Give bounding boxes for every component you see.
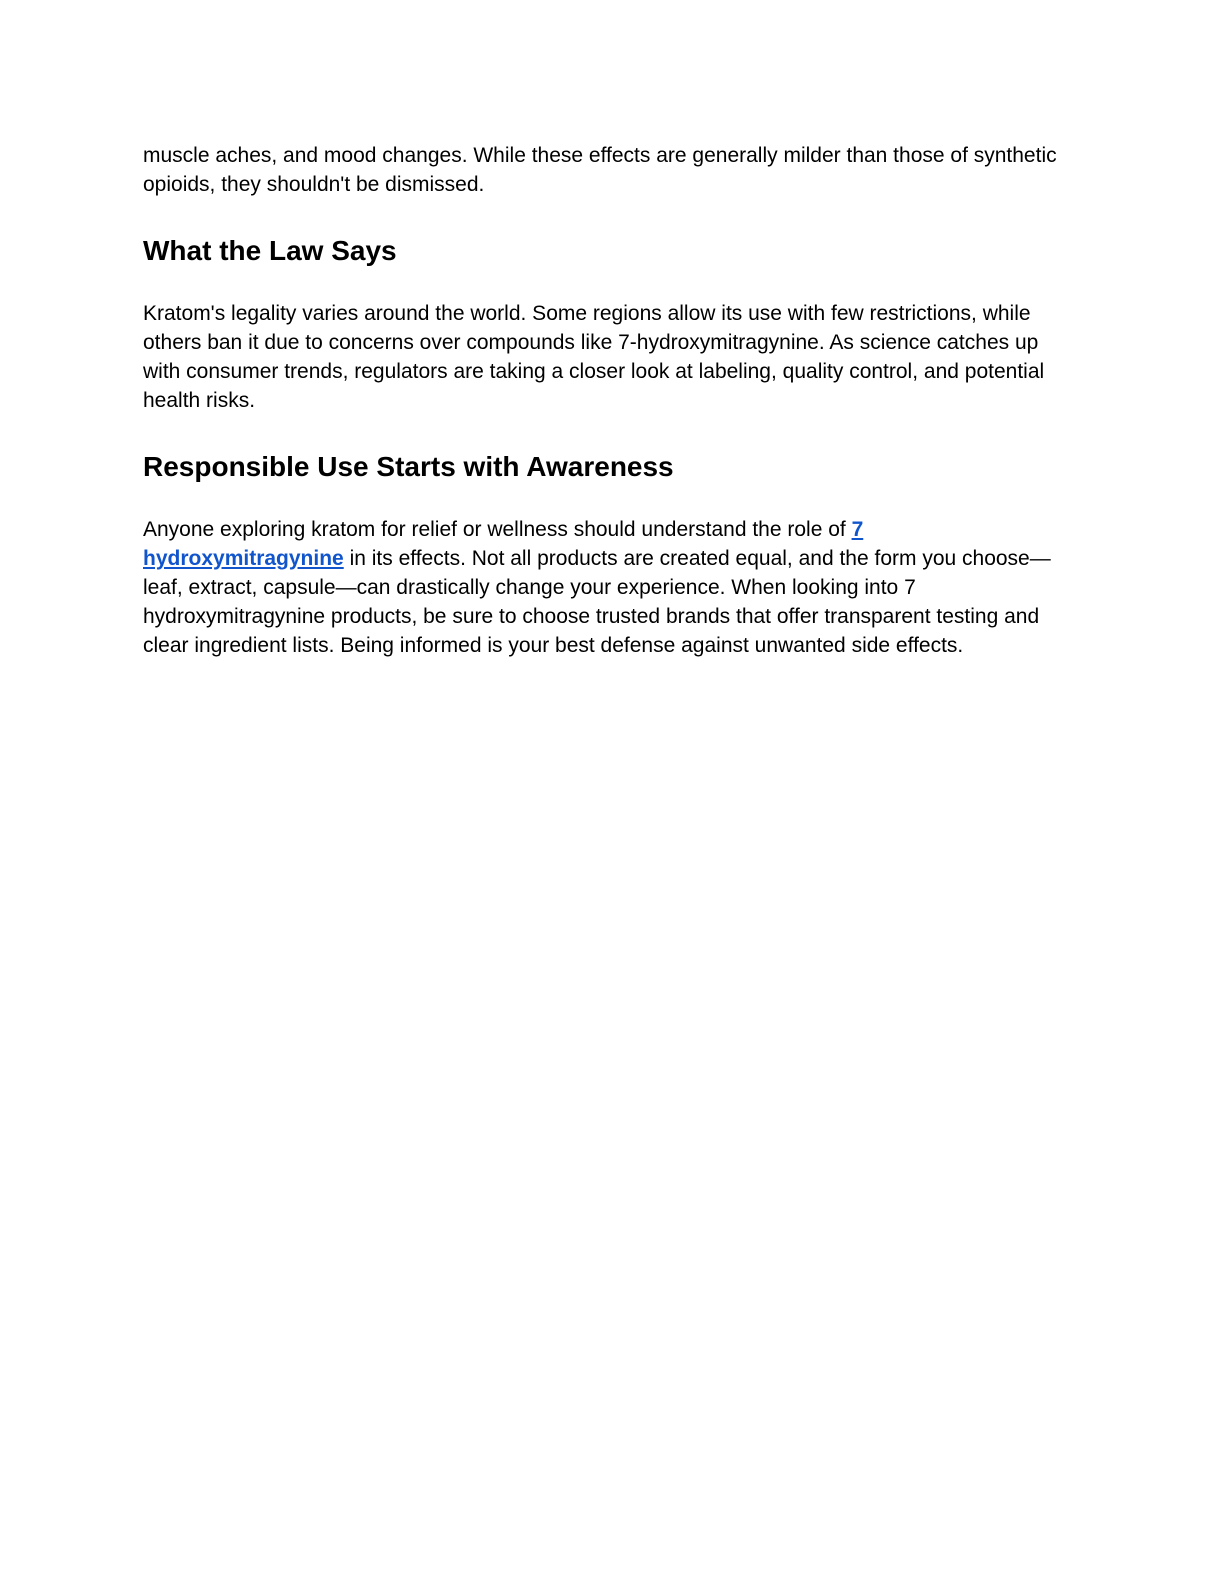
responsible-text-before-link: Anyone exploring kratom for relief or wellness should understand the role of [143, 518, 852, 541]
responsible-use-paragraph [143, 515, 1068, 660]
law-paragraph: Kratom's legality varies around the world. Some regions allow its use with few restrictions, while others ban it due to concerns over compounds like 7-hydroxymitragynine. As science catches up with consumer trends, regulators are taking a closer look at labeling, quality control, and potential health risks. [143, 302, 1045, 412]
heading-what-the-law-says: What the Law Says [143, 235, 397, 266]
hydroxymitragynine-link[interactable]: 7 hydroxymitragynine [143, 518, 864, 570]
responsible-text-after-link: in its effects. Not all products are created equal, and the form you choose—leaf, extract, capsule—can drastically change your experience. When looking into 7 hydroxymitragynine products, be sure to choose trusted brands that offer transparent testing and clear ingredient lists. Being informed is your best defense against unwanted side effects. [143, 547, 1051, 657]
heading-responsible-use: Responsible Use Starts with Awareness [143, 451, 674, 482]
document-page [143, 141, 1068, 660]
continued-paragraph: muscle aches, and mood changes. While these effects are generally milder than those of synthetic opioids, they shouldn't be dismissed. [143, 144, 1057, 196]
